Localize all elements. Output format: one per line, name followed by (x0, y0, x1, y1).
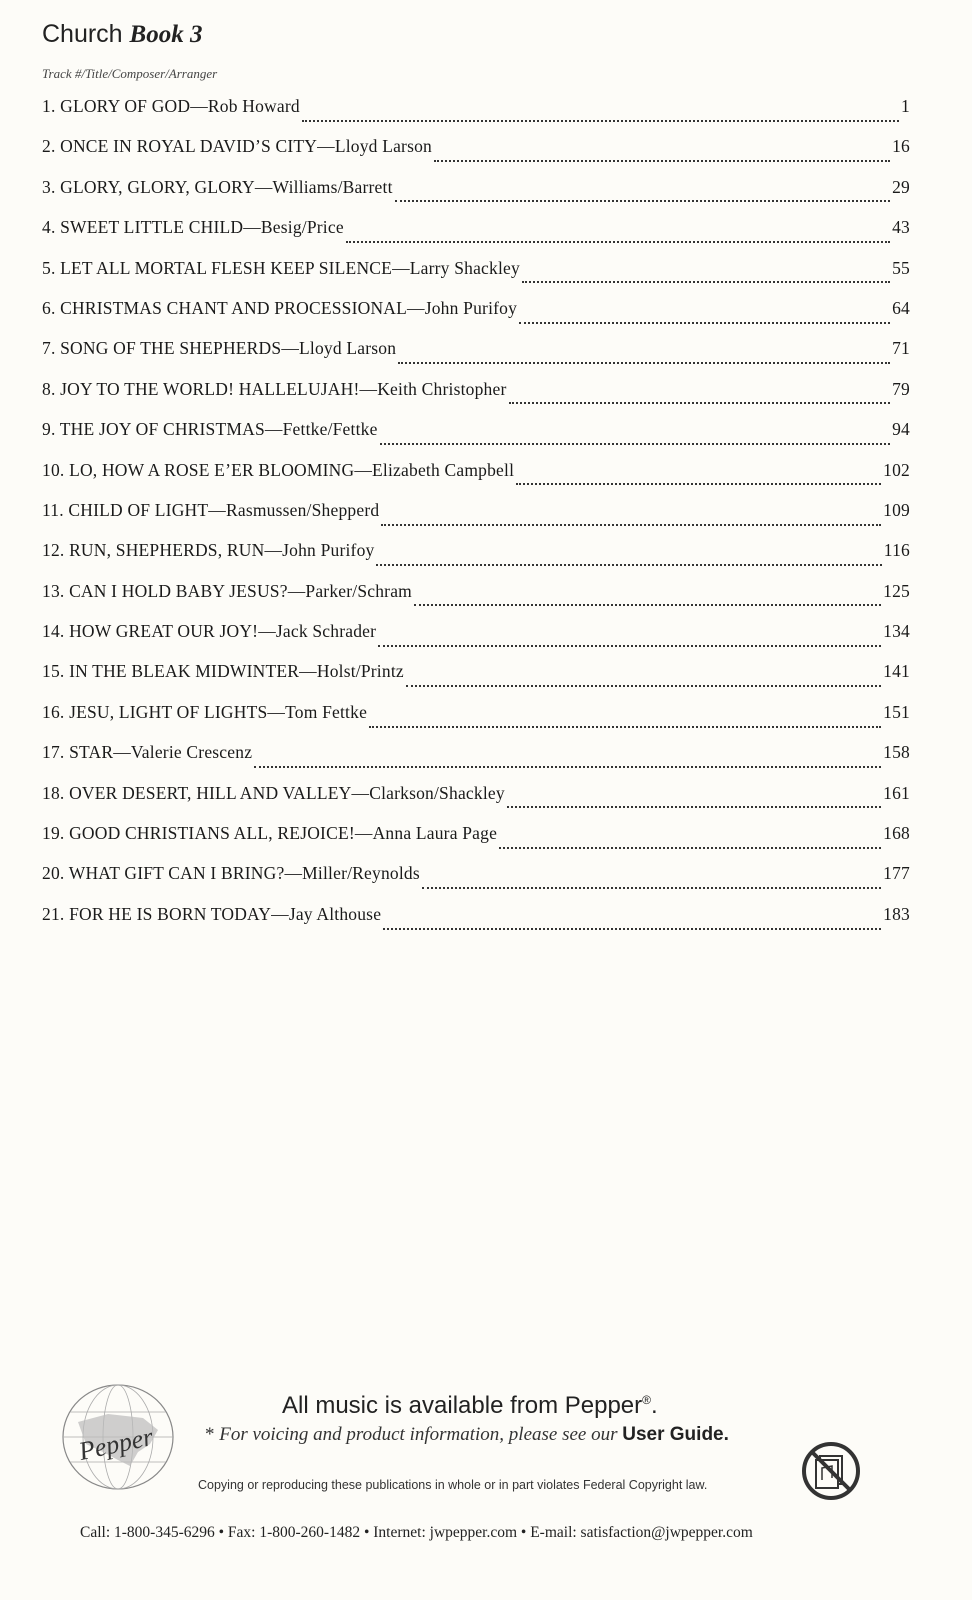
toc-title: STAR (69, 742, 114, 763)
toc-credit: Tom Fettke (285, 701, 368, 722)
toc-title: FOR HE IS BORN TODAY (69, 903, 272, 924)
title-plain: Church (42, 20, 123, 48)
toc-number: 4. (42, 217, 56, 238)
toc-page: 43 (892, 217, 910, 238)
toc-entry: 4. SWEET LITTLE CHILD—Besig/Price 43 (42, 217, 910, 257)
toc-number: 11. (42, 499, 64, 520)
toc-page: 168 (883, 823, 910, 844)
voicing-note: * For voicing and product information, please see our User Guide. (205, 1424, 729, 1445)
toc-entry: 19. GOOD CHRISTIANS ALL, REJOICE!—Anna Laura Page 168 (42, 823, 910, 863)
toc-leader (376, 563, 881, 566)
toc-number: 2. (42, 136, 56, 157)
toc-title: LO, HOW A ROSE E’ER BLOOMING (69, 459, 355, 480)
toc-leader (414, 603, 881, 606)
toc-credit: Jay Althouse (288, 903, 382, 924)
toc-credit: Clarkson/Shackley (369, 782, 505, 803)
toc-credit: Miller/Reynolds (302, 863, 420, 884)
toc-credit: Holst/Printz (316, 661, 404, 682)
toc-credit: Elizabeth Campbell (372, 459, 515, 480)
toc-page: 102 (883, 459, 910, 480)
toc-page: 79 (892, 378, 910, 399)
toc-entry: 1. GLORY OF GOD—Rob Howard 1 (42, 96, 910, 136)
toc-page: 183 (883, 903, 910, 924)
toc-leader (516, 482, 881, 485)
toc-title: CHRISTMAS CHANT AND PROCESSIONAL (60, 297, 408, 318)
toc-leader (302, 119, 899, 122)
toc-number: 17. (42, 742, 65, 763)
toc-number: 18. (42, 782, 65, 803)
toc-page: 116 (883, 540, 910, 561)
toc-title: IN THE BLEAK MIDWINTER (69, 661, 300, 682)
toc-credit: Larry Shackley (409, 257, 520, 278)
toc-page: 29 (892, 176, 910, 197)
toc-leader (406, 684, 881, 687)
toc-entry: 2. ONCE IN ROYAL DAVID’S CITY—Lloyd Larson 16 (42, 136, 910, 176)
toc-entry: 14. HOW GREAT OUR JOY!—Jack Schrader 134 (42, 621, 910, 661)
toc-title: LET ALL MORTAL FLESH KEEP SILENCE (60, 257, 393, 278)
toc-page: 64 (892, 297, 910, 318)
toc-entry: 3. GLORY, GLORY, GLORY—Williams/Barrett 29 (42, 177, 910, 217)
toc-leader (346, 240, 890, 243)
toc-page: 134 (883, 621, 910, 642)
copyright-notice: Copying or reproducing these publications in whole or in part violates Federal Copyright law. (198, 1478, 708, 1492)
toc-credit: Lloyd Larson (334, 136, 432, 157)
toc-title: ONCE IN ROYAL DAVID’S CITY (60, 136, 318, 157)
logo-text: Pepper (76, 1421, 156, 1466)
toc-page: 109 (883, 499, 910, 520)
toc-credit: Fettke/Fettke (282, 419, 378, 440)
toc-credit: Besig/Price (260, 217, 344, 238)
toc-number: 13. (42, 580, 65, 601)
toc-title: WHAT GIFT CAN I BRING? (68, 863, 285, 884)
toc-title: JOY TO THE WORLD! HALLELUJAH! (60, 378, 360, 399)
table-of-contents (42, 96, 910, 944)
toc-number: 16. (42, 701, 65, 722)
toc-page: 177 (883, 863, 910, 884)
toc-page: 151 (883, 701, 910, 722)
toc-credit: Anna Laura Page (372, 823, 498, 844)
toc-number: 7. (42, 338, 56, 359)
toc-leader (381, 523, 881, 526)
toc-leader (522, 280, 890, 283)
toc-entry: 8. JOY TO THE WORLD! HALLELUJAH!—Keith Christopher 79 (42, 379, 910, 419)
toc-entry: 18. OVER DESERT, HILL AND VALLEY—Clarkson/Shackley 161 (42, 783, 910, 823)
toc-leader (499, 846, 881, 849)
toc-title: GLORY OF GOD (60, 96, 191, 116)
toc-page: 158 (883, 742, 910, 763)
toc-leader (509, 401, 891, 404)
toc-number: 21. (42, 903, 65, 924)
toc-credit: Parker/Schram (305, 580, 412, 601)
title-book: Book 3 (129, 21, 203, 48)
availability-note: All music is available from Pepper®. (282, 1392, 658, 1419)
toc-title: CAN I HOLD BABY JESUS? (69, 580, 288, 601)
toc-leader (383, 927, 881, 930)
toc-credit: Jack Schrader (275, 621, 377, 642)
toc-credit: Williams/Barrett (272, 176, 393, 197)
toc-leader (422, 886, 881, 889)
toc-leader (398, 361, 890, 364)
toc-title: THE JOY OF CHRISTMAS (59, 419, 265, 440)
toc-number: 3. (42, 176, 56, 197)
no-copying-icon (800, 1440, 862, 1502)
toc-leader (254, 765, 881, 768)
toc-credit: Keith Christopher (377, 378, 507, 399)
toc-number: 6. (42, 297, 56, 318)
toc-entry: 9. THE JOY OF CHRISTMAS—Fettke/Fettke 94 (42, 419, 910, 459)
toc-page: 55 (892, 257, 910, 278)
toc-page: 16 (892, 136, 910, 157)
toc-page: 141 (883, 661, 910, 682)
toc-number: 19. (42, 823, 65, 844)
toc-entry: 13. CAN I HOLD BABY JESUS?—Parker/Schram 125 (42, 581, 910, 621)
page-title (42, 20, 202, 49)
toc-entry: 11. CHILD OF LIGHT—Rasmussen/Shepperd 109 (42, 500, 910, 540)
user-guide-link[interactable]: User Guide. (622, 1424, 729, 1445)
toc-number: 8. (42, 378, 56, 399)
toc-page: 1 (901, 96, 910, 116)
toc-entry: 10. LO, HOW A ROSE E’ER BLOOMING—Elizabeth Campbell 102 (42, 460, 910, 500)
toc-number: 9. (42, 419, 56, 440)
toc-subtitle: Track #/Title/Composer/Arranger (42, 66, 218, 81)
toc-credit: Rob Howard (207, 96, 300, 116)
toc-credit: Valerie Crescenz (130, 742, 253, 763)
toc-leader (519, 321, 890, 324)
toc-leader (507, 805, 881, 808)
contact-info: Call: 1-800-345-6296 • Fax: 1-800-260-1482 • Internet: jwpepper.com • E-mail: satisfaction@jwpepper.com (80, 1524, 753, 1541)
toc-page: 71 (892, 338, 910, 359)
toc-title: RUN, SHEPHERDS, RUN (69, 540, 265, 561)
toc-entry: 6. CHRISTMAS CHANT AND PROCESSIONAL—John Purifoy 64 (42, 298, 910, 338)
toc-title: HOW GREAT OUR JOY! (69, 621, 259, 642)
toc-title: JESU, LIGHT OF LIGHTS (69, 701, 268, 722)
toc-title: OVER DESERT, HILL AND VALLEY (69, 782, 352, 803)
toc-number: 1. (42, 96, 56, 116)
toc-entry: 12. RUN, SHEPHERDS, RUN—John Purifoy 116 (42, 540, 910, 580)
toc-title: GLORY, GLORY, GLORY (60, 176, 255, 197)
toc-entry: 15. IN THE BLEAK MIDWINTER—Holst/Printz 141 (42, 661, 910, 701)
toc-number: 20. (42, 863, 65, 884)
toc-title: GOOD CHRISTIANS ALL, REJOICE! (69, 823, 355, 844)
toc-page: 125 (883, 580, 910, 601)
toc-leader (380, 442, 891, 445)
toc-credit: Lloyd Larson (299, 338, 397, 359)
toc-page: 161 (883, 782, 910, 803)
toc-number: 15. (42, 661, 65, 682)
pepper-globe-logo-icon (58, 1382, 178, 1492)
toc-entry: 21. FOR HE IS BORN TODAY—Jay Althouse 183 (42, 904, 910, 944)
toc-number: 14. (42, 621, 65, 642)
toc-title: SONG OF THE SHEPHERDS (60, 338, 282, 359)
toc-number: 12. (42, 540, 65, 561)
toc-leader (434, 159, 890, 162)
toc-credit: John Purifoy (282, 540, 375, 561)
toc-number: 5. (42, 257, 56, 278)
toc-leader (369, 725, 881, 728)
toc-entry: 7. SONG OF THE SHEPHERDS—Lloyd Larson 71 (42, 338, 910, 378)
toc-number: 10. (42, 459, 65, 480)
toc-credit: Rasmussen/Shepperd (225, 499, 380, 520)
toc-title: CHILD OF LIGHT (68, 499, 209, 520)
toc-entry: 16. JESU, LIGHT OF LIGHTS—Tom Fettke 151 (42, 702, 910, 742)
toc-entry: 5. LET ALL MORTAL FLESH KEEP SILENCE—Larry Shackley 55 (42, 258, 910, 298)
toc-credit: John Purifoy (424, 297, 518, 318)
toc-entry: 20. WHAT GIFT CAN I BRING?—Miller/Reynolds 177 (42, 863, 910, 903)
toc-entry: 17. STAR—Valerie Crescenz 158 (42, 742, 910, 782)
toc-title: SWEET LITTLE CHILD (60, 217, 244, 238)
toc-leader (378, 644, 881, 647)
toc-leader (395, 199, 890, 202)
toc-page: 94 (892, 419, 910, 440)
